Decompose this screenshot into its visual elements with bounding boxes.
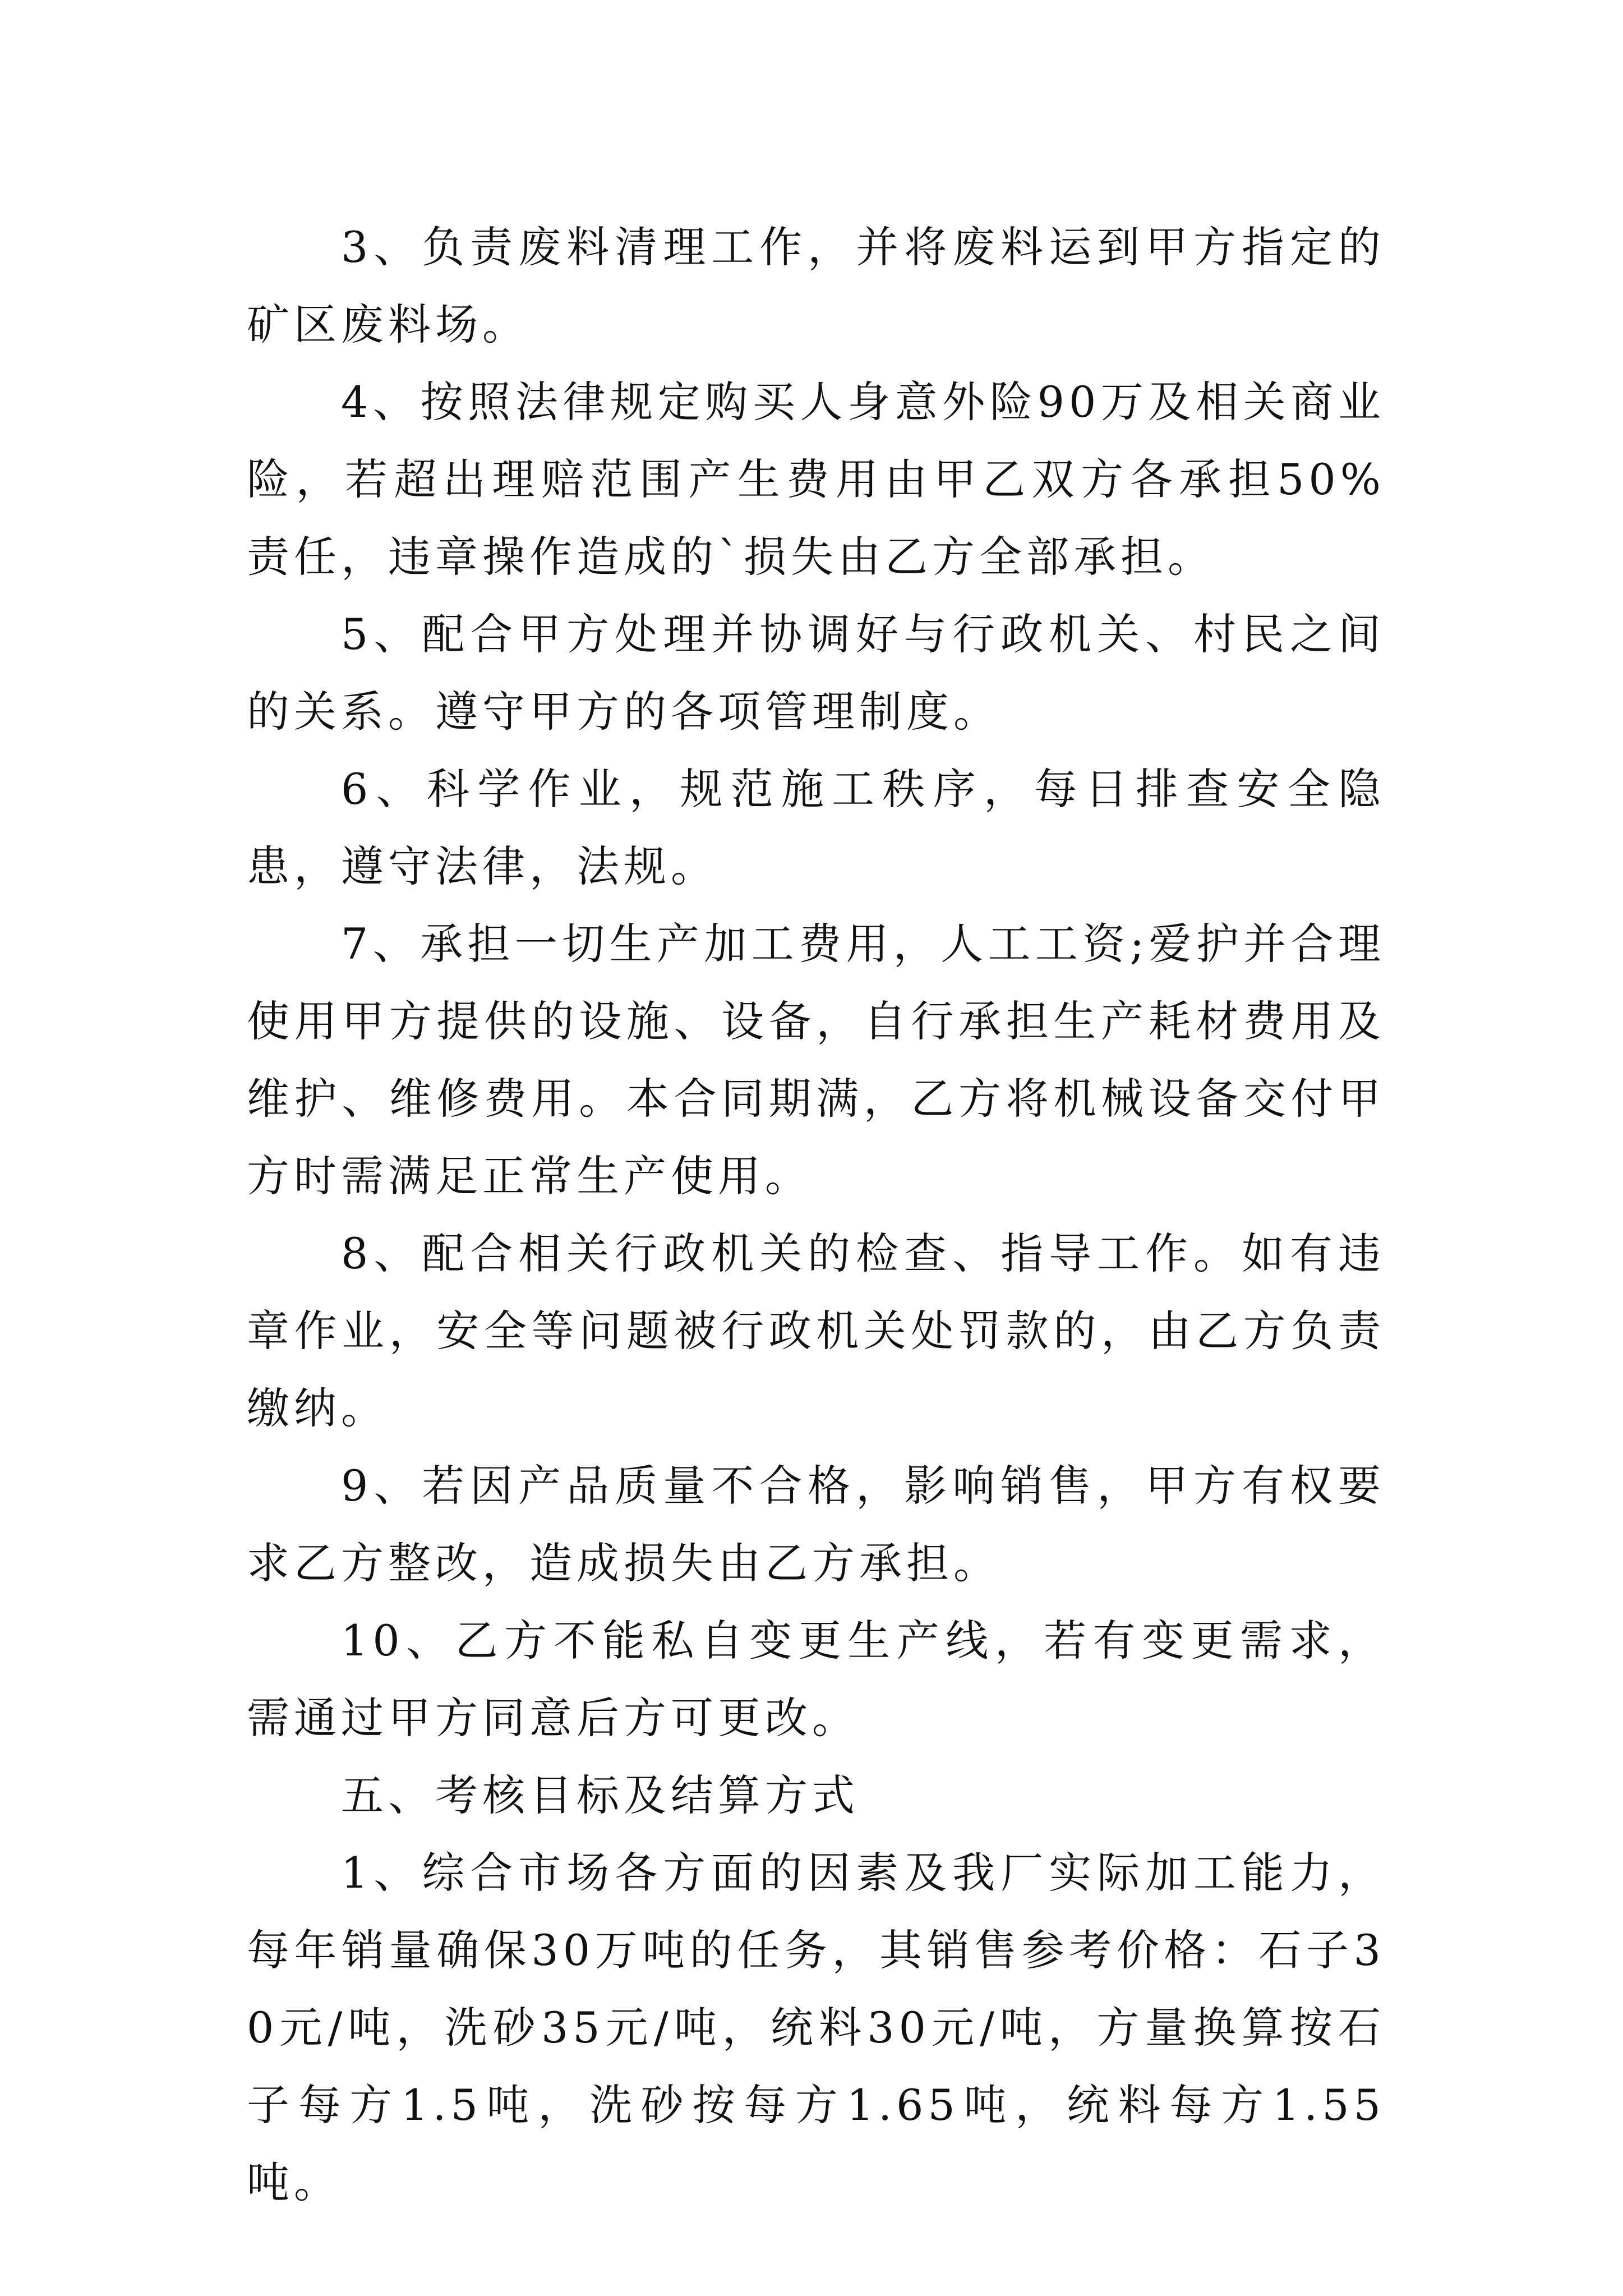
section-5-clause-1-paragraph: 1、综合市场各方面的因素及我厂实际加工能力，每年销量确保30万吨的任务，其销售参考价格：石子30元/吨，洗砂35元/吨，统料30元/吨，方量换算按石子每方1.5吨，洗砂按每方1.65吨，统料每方1.55吨。 xyxy=(247,1848,1385,2207)
clause-7-paragraph: 7、承担一切生产加工费用，人工工资;爱护并合理使用甲方提供的设施、设备，自行承担生产耗材费用及维护、维修费用。本合同期满，乙方将机械设备交付甲方时需满足正常生产使用。 xyxy=(247,919,1385,1201)
clause-5-paragraph: 5、配合甲方处理并协调好与行政机关、村民之间的关系。遵守甲方的各项管理制度。 xyxy=(247,609,1385,737)
clause-4-paragraph: 4、按照法律规定购买人身意外险90万及相关商业险，若超出理赔范围产生费用由甲乙双方各承担50%责任，违章操作造成的`损失由乙方全部承担。 xyxy=(247,377,1385,582)
clause-10-paragraph: 10、乙方不能私自变更生产线，若有变更需求，需通过甲方同意后方可更改。 xyxy=(247,1616,1385,1743)
document-body xyxy=(247,209,1385,2221)
clause-9-paragraph: 9、若因产品质量不合格，影响销售，甲方有权要求乙方整改，造成损失由乙方承担。 xyxy=(247,1461,1385,1588)
clause-3-paragraph: 3、负责废料清理工作，并将废料运到甲方指定的矿区废料场。 xyxy=(247,222,1385,349)
section-5-heading: 五、考核目标及结算方式 xyxy=(341,1770,859,1820)
clause-6-paragraph: 6、科学作业，规范施工秩序，每日排查安全隐患，遵守法律，法规。 xyxy=(247,764,1385,891)
clause-8-paragraph: 8、配合相关行政机关的检查、指导工作。如有违章作业，安全等问题被行政机关处罚款的，由乙方负责缴纳。 xyxy=(247,1228,1385,1433)
